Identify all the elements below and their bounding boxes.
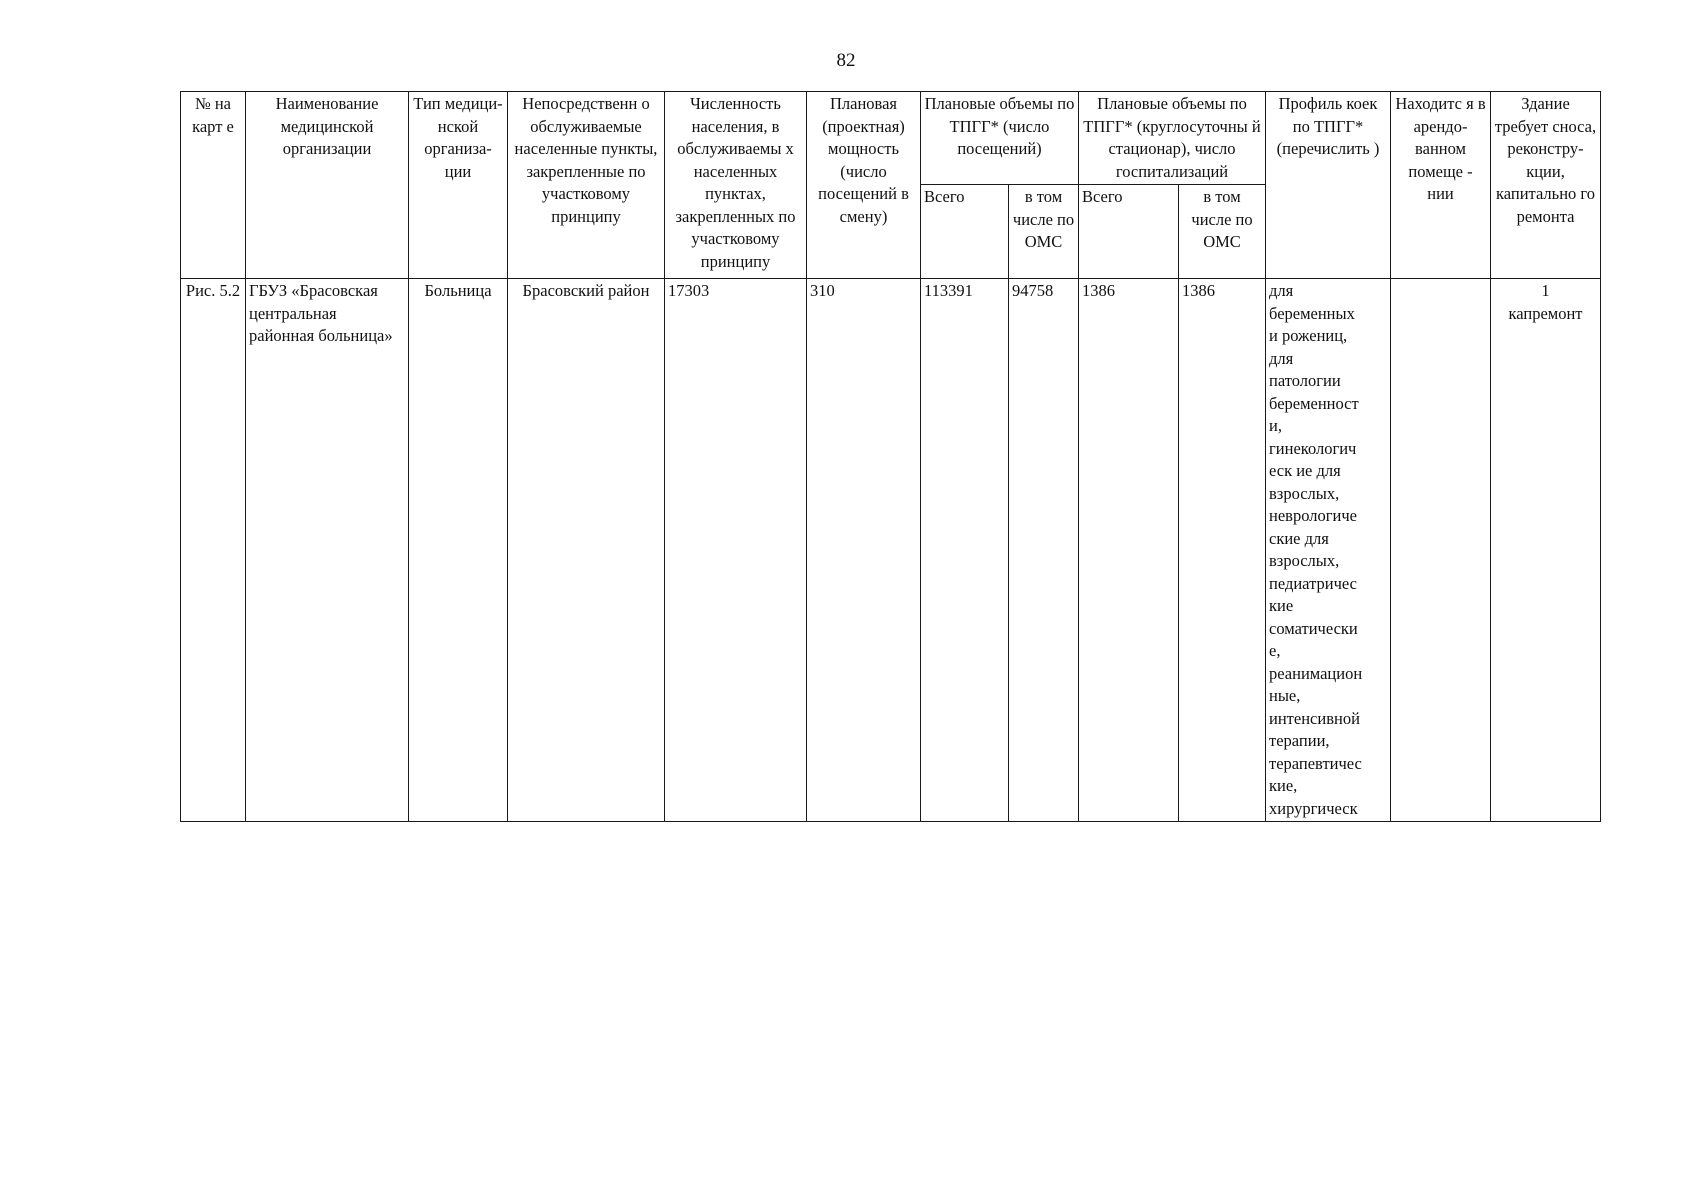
header-hosp-group: Плановые объемы по ТПГГ* (круглосуточны й стационар), число госпитализаций <box>1079 92 1266 185</box>
cell-org-name: ГБУЗ «Брасовская центральная районная больница» <box>246 279 409 822</box>
header-beds-profile: Профиль коек по ТПГГ* (перечислить ) <box>1266 92 1391 279</box>
cell-hosp-total: 1386 <box>1079 279 1179 822</box>
header-org-name: Наименование медицинской организации <box>246 92 409 279</box>
cell-capacity: 310 <box>807 279 921 822</box>
beds-profile-line: гинекологич <box>1269 438 1357 458</box>
header-rented: Находитс я в арендо-ванном помеще - нии <box>1391 92 1491 279</box>
beds-profile-line: кие <box>1269 596 1294 615</box>
header-row-top <box>181 92 1601 185</box>
beds-profile-line: взрослых, <box>1269 551 1340 570</box>
building-count: 1 <box>1541 281 1550 300</box>
cell-hosp-oms: 1386 <box>1179 279 1266 822</box>
header-hosp-total: Всего <box>1079 185 1179 279</box>
beds-profile-line: ные, <box>1269 686 1301 705</box>
table-row <box>181 279 1601 822</box>
beds-profile-line: патологии <box>1269 371 1341 390</box>
beds-profile-line: беременност <box>1269 393 1359 413</box>
beds-profile-line: взрослых, <box>1269 483 1340 503</box>
header-org-type: Тип медици-нской организа-ции <box>409 92 508 279</box>
header-served-localities: Непосредственн о обслуживаемые населенные пункты, закрепленные по участковому принципу <box>508 92 665 279</box>
header-visits-group: Плановые объемы по ТПГГ* (число посещений) <box>921 92 1079 185</box>
beds-profile-line: педиатричес <box>1269 573 1357 593</box>
beds-profile-line: для <box>1269 348 1294 368</box>
beds-profile-line: соматически <box>1269 618 1358 638</box>
beds-profile-line: кие, <box>1269 776 1298 795</box>
beds-profile-line: и рожениц, <box>1269 326 1348 345</box>
header-visits-oms: в том числе по ОМС <box>1009 185 1079 279</box>
building-status: капремонт <box>1508 303 1583 323</box>
header-population: Численность населения, в обслуживаемы х населенных пунктах, закрепленных по участковому принципу <box>665 92 807 279</box>
beds-profile-line: интенсивной <box>1269 708 1360 728</box>
header-visits-total: Всего <box>921 185 1009 279</box>
cell-population: 17303 <box>665 279 807 822</box>
beds-profile-line: реанимацион <box>1269 663 1363 683</box>
beds-profile-line: для <box>1269 281 1294 300</box>
cell-visits-total: 113391 <box>921 279 1009 822</box>
cell-rented <box>1391 279 1491 822</box>
beds-profile-line: беременных <box>1269 303 1355 323</box>
header-building: Здание требует сноса, реконстру-кции, капитально го ремонта <box>1491 92 1601 279</box>
header-map-no: № на карт е <box>181 92 246 279</box>
header-capacity: Плановая (проектная) мощность (число посещений в смену) <box>807 92 921 279</box>
cell-served-localities: Брасовский район <box>508 279 665 822</box>
beds-profile-line: е, <box>1269 641 1281 660</box>
beds-profile-line: и, <box>1269 416 1282 435</box>
beds-profile-line: еск ие для <box>1269 461 1341 480</box>
cell-org-type: Больница <box>409 279 508 822</box>
cell-visits-oms: 94758 <box>1009 279 1079 822</box>
cell-building <box>1491 279 1601 822</box>
cell-beds-profile <box>1266 279 1391 822</box>
beds-profile-line: неврологиче <box>1269 506 1357 525</box>
beds-profile-line: терапевтичес <box>1269 753 1362 773</box>
facilities-table <box>180 91 1601 822</box>
beds-profile-line: ские для <box>1269 528 1329 548</box>
beds-profile-line: терапии, <box>1269 731 1330 750</box>
page-number: 82 <box>836 50 856 71</box>
header-hosp-oms: в том числе по ОМС <box>1179 185 1266 279</box>
cell-map-no: Рис. 5.2 <box>181 279 246 822</box>
beds-profile-line: хирургическ <box>1269 798 1358 818</box>
